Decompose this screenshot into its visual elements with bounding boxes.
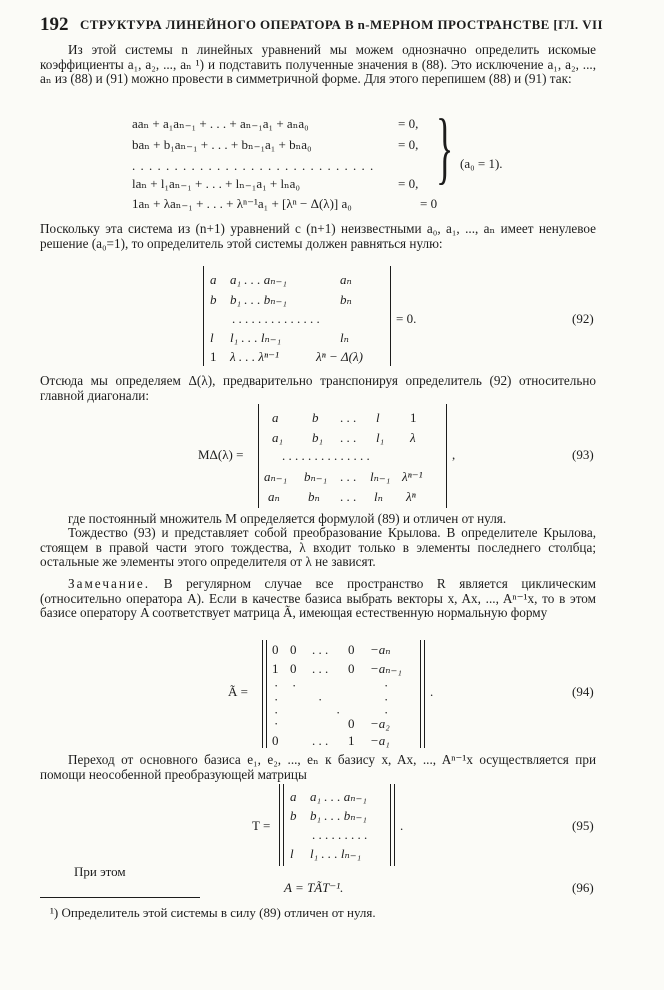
equation-number-92: (92) [572, 311, 594, 326]
det93-cell: aₙ₋₁ [264, 469, 288, 484]
paragraph-5: Тождество (93) и представляет собой преобразование Крылова. В определителе Крылова, стоящем в правой части этого тождества, λ входит только в элементы последнего столбца; остальные же элементы этого определителя от λ не зависят. [40, 525, 596, 569]
equation-number-95: (95) [572, 818, 594, 833]
det93-cell: bₙ [308, 489, 320, 504]
mat95-left-bar-2 [283, 784, 284, 866]
system-row-5: 1aₙ + λaₙ₋₁ + . . . + λⁿ⁻¹a₁ + [λⁿ − Δ(λ)] a₀ [132, 196, 352, 211]
mat94-dot: · [274, 678, 279, 693]
mat94-cell: 1 [348, 733, 355, 748]
mat94-cell: −aₙ [370, 642, 391, 657]
mat95-cell: l₁ . . . lₙ₋₁ [310, 846, 362, 861]
paragraph-8: При этом [74, 864, 126, 879]
det92-cell: a [210, 272, 217, 287]
mat95-lhs: T = [252, 818, 271, 833]
det93-lhs: MΔ(λ) = [198, 447, 244, 462]
det93-cell: . . . [340, 410, 357, 425]
mat94-cell: 0 [272, 733, 279, 748]
paragraph-3: Отсюда мы определяем Δ(λ), предварительно транспонируя определитель (92) относительно главной диагонали: [40, 373, 596, 403]
mat94-right-bar-2 [424, 640, 425, 748]
mat95-dots: . . . . . . . . . [312, 827, 368, 842]
det92-cell: l₁ . . . lₙ₋₁ [230, 330, 282, 345]
system-row-dots: . . . . . . . . . . . . . . . . . . . . . . . . . . . . . [132, 158, 375, 173]
det92-cell: 1 [210, 349, 217, 364]
paragraph-7: Переход от основного базиса e₁, e₂, ..., eₙ к базису x, Ax, ..., Aⁿ⁻¹x осуществляется при помощи неособенной преобразующей матрицы [40, 752, 596, 782]
mat94-rhs: . [430, 684, 434, 699]
system-rhs-4: = 0, [398, 176, 419, 191]
det93-cell: l₁ [376, 430, 385, 445]
det93-cell: λⁿ⁻¹ [402, 469, 423, 484]
mat94-cell: . . . [312, 733, 329, 748]
det93-cell: b₁ [312, 430, 324, 445]
det93-cell: l [376, 410, 380, 425]
running-title: СТРУКТУРА ЛИНЕЙНОГО ОПЕРАТОРА В n-МЕРНОМ ПРОСТРАНСТВЕ [ГЛ. VII [80, 17, 603, 32]
mat95-cell: b [290, 808, 297, 823]
mat94-dot: · [384, 678, 389, 693]
det92-cell: bₙ [340, 292, 352, 307]
det93-cell: a₁ [272, 430, 284, 445]
det93-left-bar [258, 404, 259, 508]
mat94-cell: 0 [348, 642, 355, 657]
mat95-rhs: . [400, 818, 404, 833]
det93-dots: . . . . . . . . . . . . . . [282, 448, 370, 463]
det93-cell: . . . [340, 469, 357, 484]
det92-cell: λ . . . λⁿ⁻¹ [230, 349, 279, 364]
det92-dots: . . . . . . . . . . . . . . [232, 311, 320, 326]
page-number: 192 [40, 14, 69, 35]
mat94-cell: 0 [348, 716, 355, 731]
system-rhs-2: = 0, [398, 137, 419, 152]
mat94-dot: · [318, 692, 323, 707]
mat95-cell: b₁ . . . bₙ₋₁ [310, 808, 367, 823]
system-rhs-1: = 0, [398, 116, 419, 131]
det93-cell: bₙ₋₁ [304, 469, 328, 484]
det93-cell: λⁿ [406, 489, 416, 504]
det92-cell: l [210, 330, 214, 345]
footnote: ¹) Определитель этой системы в силу (89) отличен от нуля. [50, 905, 376, 920]
mat94-right-bar-1 [420, 640, 421, 748]
footnote-rule [40, 897, 200, 898]
remark-label: Замечание. [68, 576, 151, 591]
equation-number-96: (96) [572, 880, 594, 895]
det92-cell: a₁ . . . aₙ₋₁ [230, 272, 287, 287]
system-row-1: aaₙ + a₁aₙ₋₁ + . . . + aₙ₋₁a₁ + aₙa₀ [132, 116, 309, 131]
system-row-2: baₙ + b₁aₙ₋₁ + . . . + bₙ₋₁a₁ + bₙa₀ [132, 137, 312, 152]
det93-cell: lₙ₋₁ [370, 469, 391, 484]
mat94-cell: . . . [312, 642, 329, 657]
mat94-cell: 0 [348, 661, 355, 676]
mat94-dot: · [274, 692, 279, 707]
det92-right-bar [390, 266, 391, 366]
mat95-cell: l [290, 846, 294, 861]
det92-cell: b₁ . . . bₙ₋₁ [230, 292, 287, 307]
paragraph-4: где постоянный множитель M определяется формулой (89) и отличен от нуля. [68, 511, 507, 526]
mat94-cell: −a₁ [370, 733, 390, 748]
mat94-dot: · [292, 678, 297, 693]
det92-cell: lₙ [340, 330, 349, 345]
mat94-cell: −aₙ₋₁ [370, 661, 402, 676]
mat94-left-bar-1 [262, 640, 263, 748]
mat94-cell: 0 [272, 642, 279, 657]
right-brace: } [436, 104, 454, 192]
det92-left-bar [203, 266, 204, 366]
system-condition: (a₀ = 1). [460, 156, 503, 171]
det93-cell: lₙ [374, 489, 383, 504]
mat94-dot: · [274, 705, 279, 720]
det93-cell: 1 [410, 410, 417, 425]
system-row-4: laₙ + l₁aₙ₋₁ + . . . + lₙ₋₁a₁ + lₙa₀ [132, 176, 300, 191]
mat94-cell: −a₂ [370, 716, 390, 731]
equation-number-94: (94) [572, 684, 594, 699]
mat94-dot: · [384, 692, 389, 707]
mat95-cell: a [290, 789, 297, 804]
page-header [40, 14, 603, 38]
equation-96: A = TÃT⁻¹. [284, 880, 344, 895]
mat94-cell: . . . [312, 661, 329, 676]
mat95-left-bar-1 [279, 784, 280, 866]
mat95-right-bar-2 [394, 784, 395, 866]
mat94-dot: · [384, 705, 389, 720]
mat94-lhs: Ã = [228, 684, 248, 699]
det92-cell: b [210, 292, 217, 307]
paragraph-1: Из этой системы n линейных уравнений мы можем однозначно определить искомые коэффициенты a₁, a₂, ..., aₙ ¹) и подставить полученные значения в (88). Это исключение a₁, a₂, ..., aₙ из (88) и (91) можно провести в симметричной форме. Для этого перепишем (88) и (91) так: [40, 42, 596, 86]
det92-cell: aₙ [340, 272, 352, 287]
det93-cell: b [312, 410, 319, 425]
paragraph-2: Поскольку эта система из (n+1) уравнений с (n+1) неизвестными a₀, a₁, ..., aₙ имеет ненулевое решение (a₀=1), то определитель этой системы должен равняться нулю: [40, 221, 596, 251]
paragraph-remark [40, 577, 596, 621]
mat95-cell: a₁ . . . aₙ₋₁ [310, 789, 367, 804]
mat95-right-bar-1 [390, 784, 391, 866]
mat94-dot: · [336, 705, 341, 720]
det92-rhs: = 0. [396, 311, 417, 326]
det93-right-bar [446, 404, 447, 508]
det93-cell: . . . [340, 430, 357, 445]
det93-cell: . . . [340, 489, 357, 504]
mat94-cell: 0 [290, 642, 297, 657]
mat94-left-bar-2 [266, 640, 267, 748]
det93-cell: aₙ [268, 489, 280, 504]
det93-cell: λ [410, 430, 416, 445]
remark-text: В регулярном случае все пространство R является циклическим (относительно оператора A). Если в качестве базиса выбрать векторы x, Ax, ..., Aⁿ⁻¹x, то в этом базисе оператору A соответствует матрица Ã, имеющая естественную нормальную форму [40, 576, 597, 620]
det92-cell: λⁿ − Δ(λ) [316, 349, 363, 364]
det93-rhs: , [452, 447, 456, 462]
mat94-cell: 1 [272, 661, 279, 676]
mat94-cell: 0 [290, 661, 297, 676]
equation-number-93: (93) [572, 447, 594, 462]
det93-cell: a [272, 410, 279, 425]
mat94-dot: · [274, 716, 279, 731]
system-rhs-5: = 0 [420, 196, 438, 211]
